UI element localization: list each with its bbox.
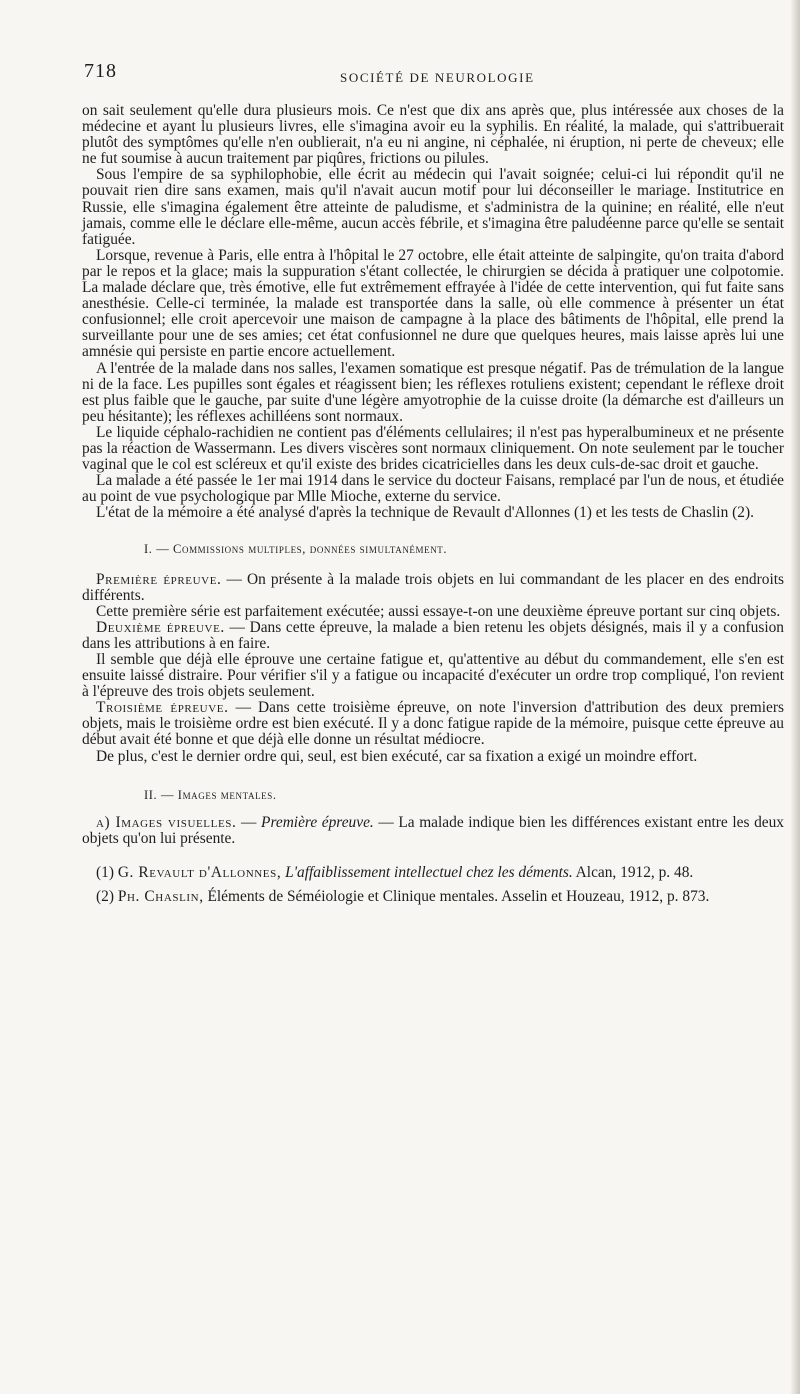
paragraph-text: — Dans cette troisième épreuve, on note l'inversion d'attribution des deux premiers objets, mais le troisième ordre est bien exécuté. Il y a donc fatigue rapide de la mémoire, puisque cette épreuve au début avait été bonne et que déjà elle donne un résultat médiocre. — [82, 699, 784, 749]
paragraph: a) Images visuelles. — Première épreuve. — La malade indique bien les différences existant entre les deux objets qu'on lui présente. — [82, 813, 784, 847]
footnote-title: L'affaiblissement intellectuel chez les déments. — [285, 863, 573, 881]
test-label: Première épreuve. — [261, 813, 374, 831]
paragraph-text: — La malade indique bien les différences existant entre les deux objets qu'on lui présente. — [82, 813, 784, 847]
page-edge-shadow — [790, 0, 800, 1394]
footnote-mark: (1) — [96, 863, 114, 881]
paragraph: L'état de la mémoire a été analysé d'après la technique de Revault d'Allonnes (1) et les tests de Chaslin (2). — [96, 504, 754, 522]
test-label: Troisième épreuve. — [96, 699, 229, 717]
section-heading: I. — Commissions multiples, données simultanément. — [144, 542, 448, 557]
footnotes — [82, 865, 784, 905]
footnote-author: G. Revault d'Allonnes, — [117, 863, 282, 881]
test-label: Deuxième épreuve. — [96, 618, 225, 636]
footnote — [82, 865, 784, 881]
paragraph — [82, 620, 784, 652]
paragraph: A l'entrée de la malade dans nos salles, l'examen somatique est presque négatif. Pas de trémulation de la langue ni de la face. Les pupilles sont égales et réagissent bien; les réflexes rotuliens existent; cependant le réflexe droit est plus faible que le gauche, par suite d'une légère amyotrophie de la cuisse droite (la démarche est d'ailleurs un peu hésitante); les réflexes achilléens sont normaux. — [82, 359, 784, 425]
running-head: SOCIÉTÉ DE NEUROLOGIE — [340, 70, 535, 85]
paragraph: Il semble que déjà elle éprouve une certaine fatigue et, qu'attentive au début du commandement, elle s'en est ensuite laissé distraire. Pour vérifier s'il y a fatigue ou incapacité d'exécuter un ordre trop compliqué, l'on revient à l'épreuve des trois objets seulement. — [82, 651, 784, 701]
paragraph: Le liquide céphalo-rachidien ne contient pas d'éléments cellulaires; il n'est pas hyperalbumineux et ne présente pas la réaction de Wassermann. Les divers viscères sont normaux cliniquement. On note seulement par le toucher vaginal que le col est scléreux et qu'il existe des brides cicatricielles dans les deux culs-de-sac droit et gauche. — [82, 423, 784, 474]
paragraph: De plus, c'est le dernier ordre qui, seul, est bien exécuté, car sa fixation a exigé un moindre effort. — [96, 747, 698, 765]
footnote — [82, 889, 784, 905]
footnote-rest: Éléments de Séméiologie et Clinique mentales. Asselin et Houzeau, 1912, p. 873. — [203, 888, 710, 906]
footnote-author: Ph. Chaslin, — [117, 888, 204, 906]
section-heading: II. — Images mentales. — [144, 787, 277, 802]
paragraph: Sous l'empire de sa syphilophobie, elle écrit au médecin qui l'avait soignée; celui-ci lui répondit qu'il ne pouvait rien dire sans examen, mais qu'il n'avait aucun motif pour lui déconseiller le mariage. Institutrice en Russie, elle s'imagina également être atteinte de paludisme, et s'administra de la quinine; en réalité, elle n'eut jamais, comme elle le déclare elle-même, aucun accès fébrile, et s'imagina être paludéenne parce qu'elle se sentait fatiguée. — [82, 166, 784, 248]
paragraph: Lorsque, revenue à Paris, elle entra à l'hôpital le 27 octobre, elle était atteinte de salpingite, qu'on traita d'abord par le repos et la glace; mais la suppuration s'étant collectée, le chirurgien se décida à pratiquer une colpotomie. La malade déclare que, très émotive, elle fut extrêmement effrayée à l'idée de cette intervention, qui fut faite sans anesthésie. Celle-ci terminée, la malade est transportée dans la salle, où elle commence à présenter un état confusionnel; elle croit apercevoir une maison de campagne à la place des bâtiments de l'hôpital, elle prend la surveillante pour une de ses amies; cet état confusionnel ne dure que quelques heures, mais laisse après lui une amnésie qui persiste en partie encore actuellement. — [82, 246, 784, 361]
page-number: 718 — [84, 60, 117, 82]
body-text — [82, 103, 784, 913]
footnote-mark: (2) — [96, 888, 114, 906]
paragraph: La malade a été passée le 1er mai 1914 dans le service du docteur Faisans, remplacé par l'un de nous, et étudiée au point de vue psychologique par Mlle Mioche, externe du service. — [82, 472, 784, 506]
paragraph — [82, 572, 784, 604]
paragraph-text: — Dans cette épreuve, la malade a bien retenu les objets désignés, mais il y a confusion dans les attributions à en faire. — [82, 618, 784, 652]
paragraph: on sait seulement qu'elle dura plusieurs mois. Ce n'est que dix ans après que, plus intéressée aux choses de la médecine et ayant lu plusieurs livres, elle s'imagina avoir eu la syphilis. En réalité, la malade, qui s'attribuerait plutôt des symptômes qu'elle n'en oublierait, n'a eu ni angine, ni céphalée, ni éruption, ni perte de cheveux; elle ne fut soumise à aucun traitement par piqûres, frictions ou pilules. — [82, 102, 784, 168]
paragraph-text: — On présente à la malade trois objets en lui commandant de les placer en des endroits différents. — [82, 570, 784, 604]
subsection-label: a) Images visuelles. — [96, 813, 237, 831]
paragraph: Cette première série est parfaitement exécutée; aussi essaye-t-on une deuxième épreuve portant sur cinq objets. — [96, 602, 781, 620]
footnote-rest: Alcan, 1912, p. 48. — [572, 863, 694, 881]
paragraph — [82, 700, 784, 748]
test-label: Première épreuve. — [96, 570, 222, 588]
